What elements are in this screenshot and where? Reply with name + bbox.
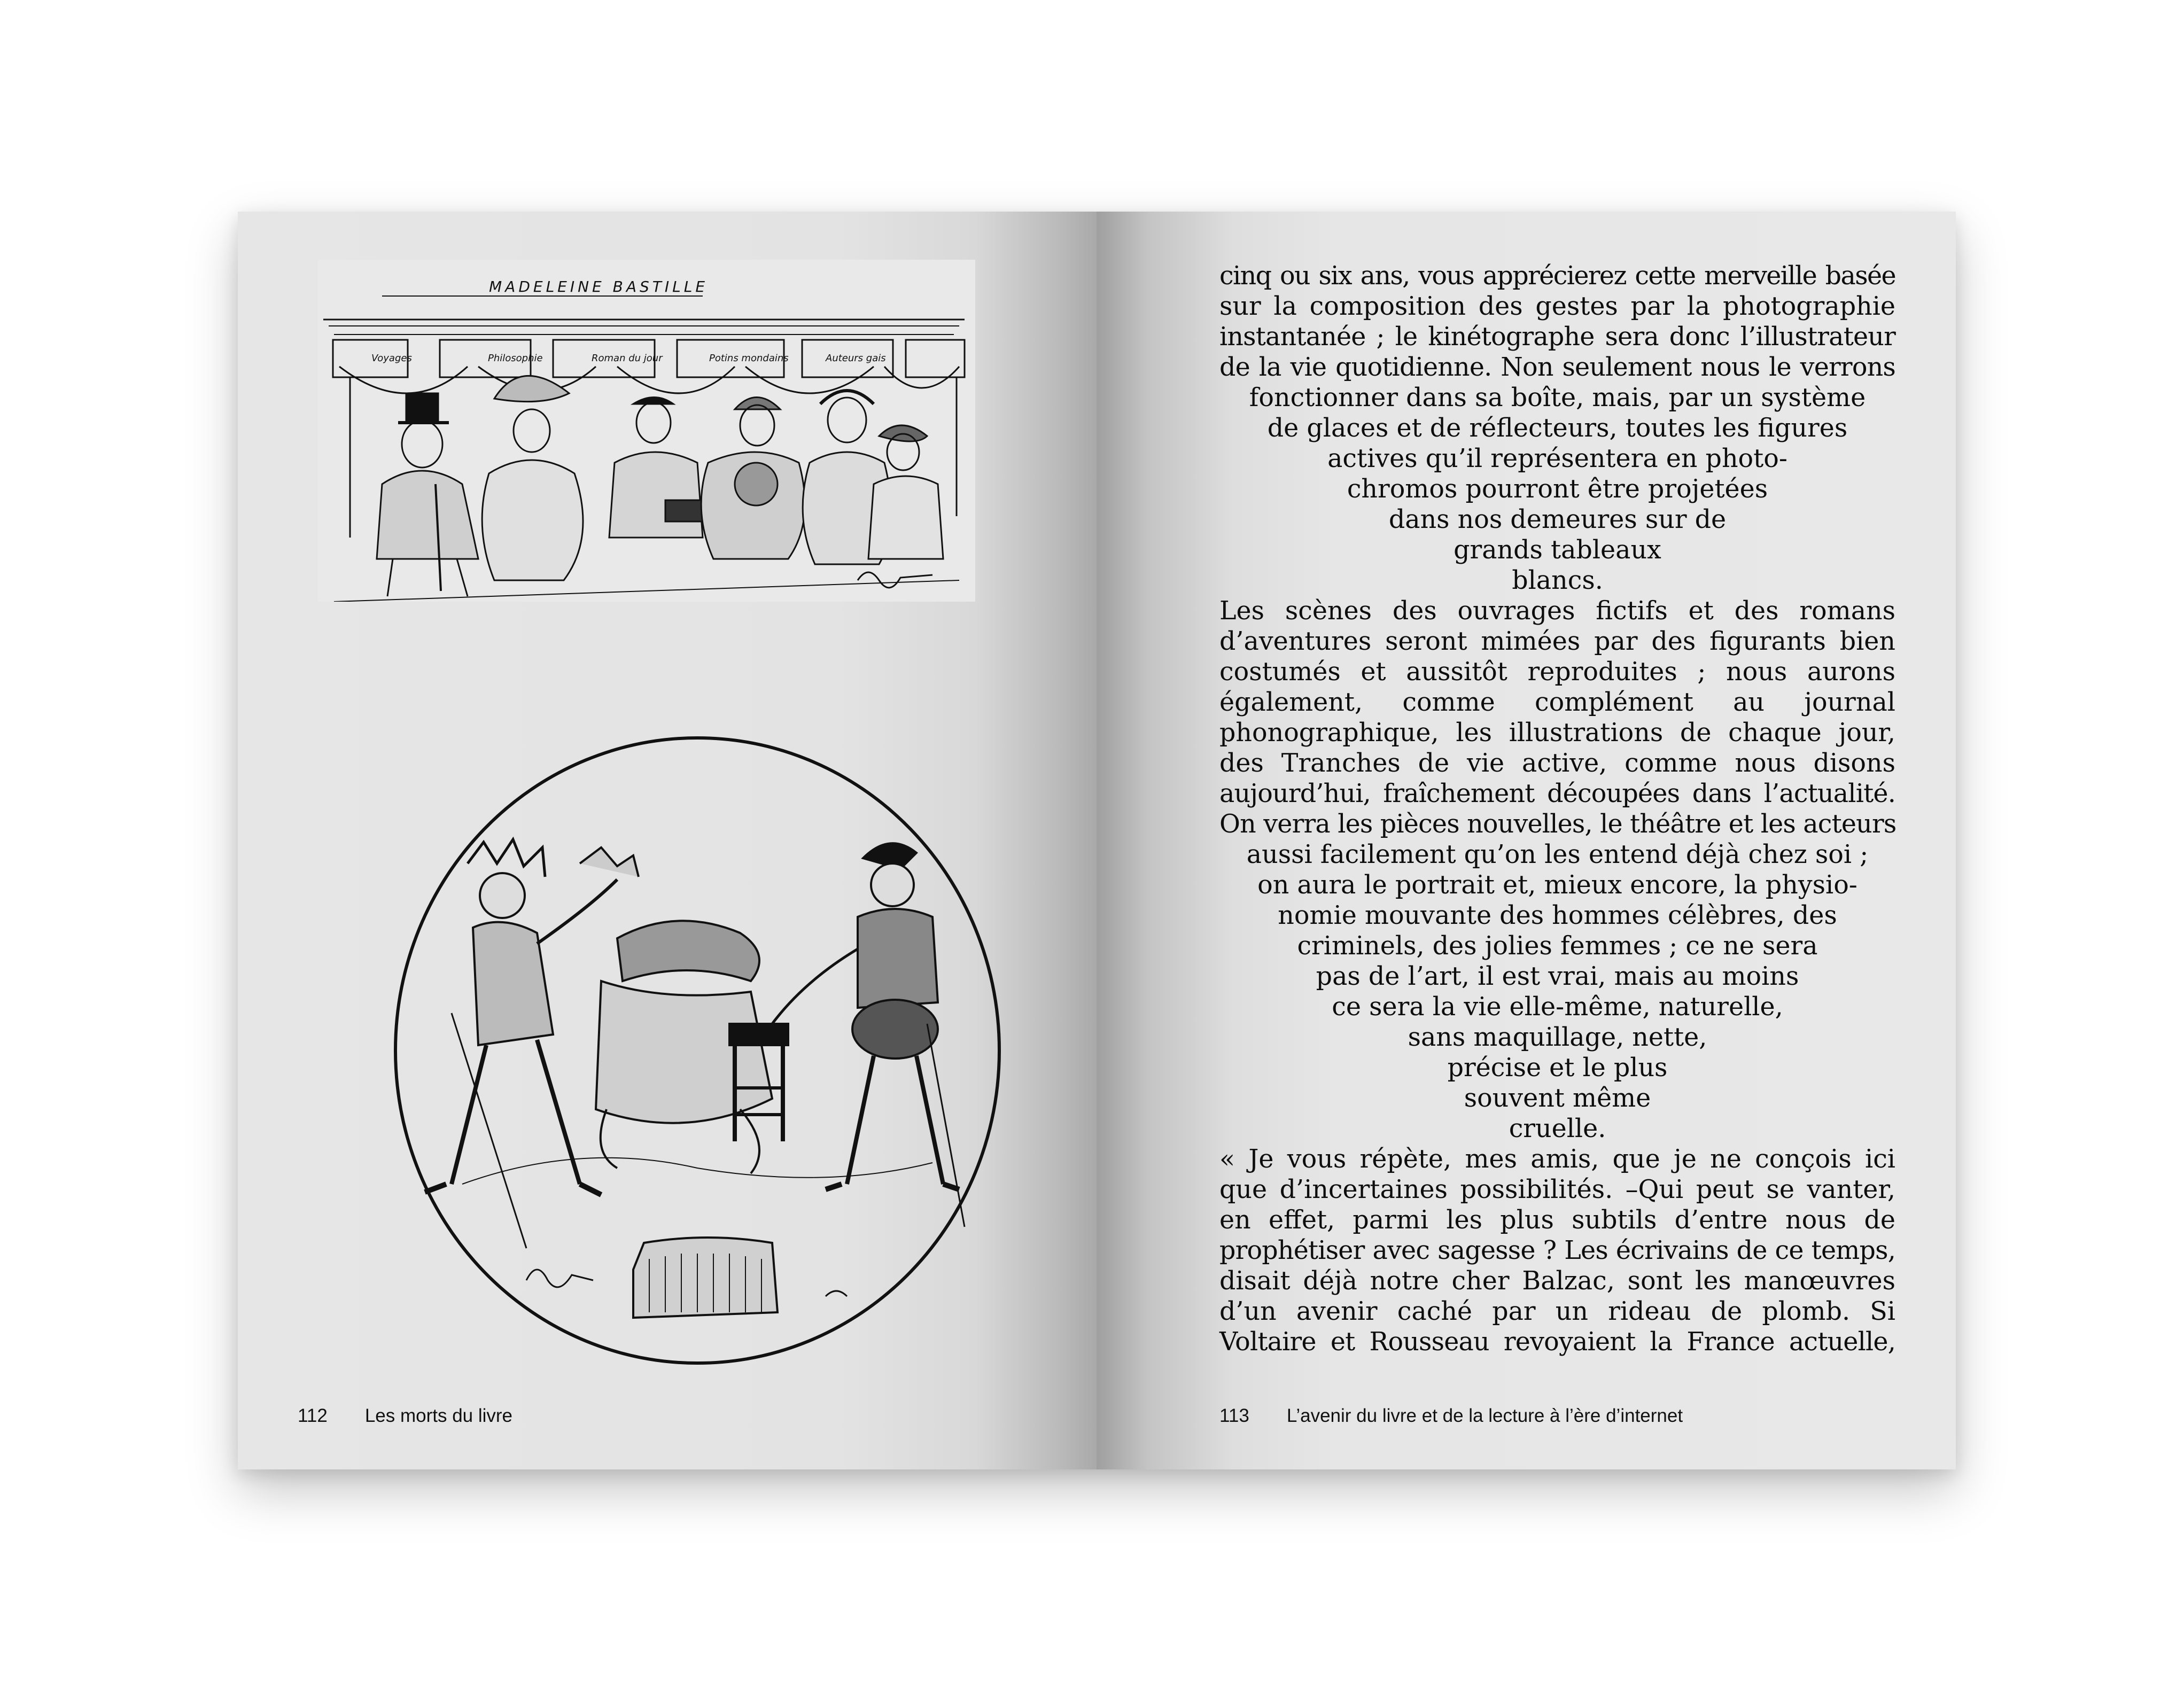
running-title: L’avenir du livre et de la lecture à l’ère d’internet [1286,1405,1683,1426]
text-line: Les scènes des ouvrages fictifs et des romans [1219,596,1895,626]
text-line: dans nos demeures sur de [1388,505,1727,534]
text-line: phonographique, les illustrations de chaque jour, [1219,718,1895,748]
text-line: aussi facilement qu’on les entend déjà chez soi ; [1246,840,1869,869]
text-line: fonctionner dans sa boîte, mais, par un système [1249,383,1866,413]
text-line: on aura le portrait et, mieux encore, la physio- [1257,870,1857,900]
text-line: en effet, parmi les plus subtils d’entre nous de [1219,1205,1895,1235]
duel-drawing [366,703,1029,1398]
text-line: ce sera la vie elle-même, naturelle, [1332,992,1783,1022]
text-line: cruelle. [1509,1114,1606,1143]
text-line: criminels, des jolies femmes ; ce ne sera [1297,931,1818,961]
text-line: prophétiser avec sagesse ? Les écrivains de ce temps, [1219,1236,1895,1265]
text-line: que d’incertaines possibilités. –Qui peut se vanter, [1219,1175,1895,1204]
omnibus-label: Potins mondains [709,353,789,364]
text-line: On verra les pièces nouvelles, le théâtre et les acteurs [1219,810,1897,839]
text-line: « Je vous répète, mes amis, que je ne conçois ici [1219,1145,1895,1174]
body-text [1219,261,1895,1357]
text-line: de la vie quotidienne. Non seulement nous le verrons [1219,353,1895,382]
omnibus-label: Auteurs gais [826,353,886,364]
text-line: sans maquillage, nette, [1408,1023,1707,1052]
text-line: instantanée ; le kinétographe sera donc l’illustrateur [1219,322,1895,352]
omnibus-label: Roman du jour [592,353,663,364]
right-folio [1219,1405,1683,1427]
text-line: disait déjà notre cher Balzac, sont les manœuvres [1219,1266,1895,1296]
running-title: Les morts du livre [364,1405,513,1426]
book-spread [238,212,1956,1469]
text-line: également, comme complément au journal [1219,688,1895,717]
text-line: cinq ou six ans, vous apprécierez cette merveille basée [1219,261,1895,291]
left-folio [298,1405,512,1427]
text-line: blancs. [1512,566,1603,595]
text-line: d’aventures seront mimées par des figurants bien [1219,627,1895,656]
illustration-omnibus [318,260,975,602]
omnibus-drawing [318,260,975,602]
text-line: souvent même [1464,1084,1651,1113]
text-line: sur la composition des gestes par la photographie [1219,292,1895,321]
page-number: 112 [298,1405,328,1426]
text-line: d’un avenir caché par un rideau de plomb. Si [1219,1297,1895,1326]
text-line: chromos pourront être projetées [1347,474,1768,504]
text-line: de glaces et de réflecteurs, toutes les figures [1267,414,1848,443]
text-line: pas de l’art, il est vrai, mais au moins [1316,962,1799,991]
omnibus-label: Philosophie [488,353,543,364]
text-line: nomie mouvante des hommes célèbres, des [1278,901,1837,930]
left-page [238,212,1097,1469]
omnibus-label: Voyages [371,353,412,364]
text-line: costumés et aussitôt reproduites ; nous aurons [1219,657,1895,687]
right-page [1097,212,1956,1469]
text-line: aujourd’hui, fraîchement découpées dans l’actualité. [1219,779,1895,808]
text-line: des Tranches de vie active, comme nous disons [1219,749,1895,778]
omnibus-banner-text: MADELEINE BASTILLE [489,278,709,295]
text-line: Voltaire et Rousseau revoyaient la France actuelle, [1219,1327,1895,1357]
page-number: 113 [1219,1405,1249,1426]
text-line: grands tableaux [1454,535,1661,565]
text-line: actives qu’il représentera en photo- [1327,444,1787,473]
text-line: précise et le plus [1447,1053,1668,1083]
illustration-duel-medallion [366,703,1029,1398]
